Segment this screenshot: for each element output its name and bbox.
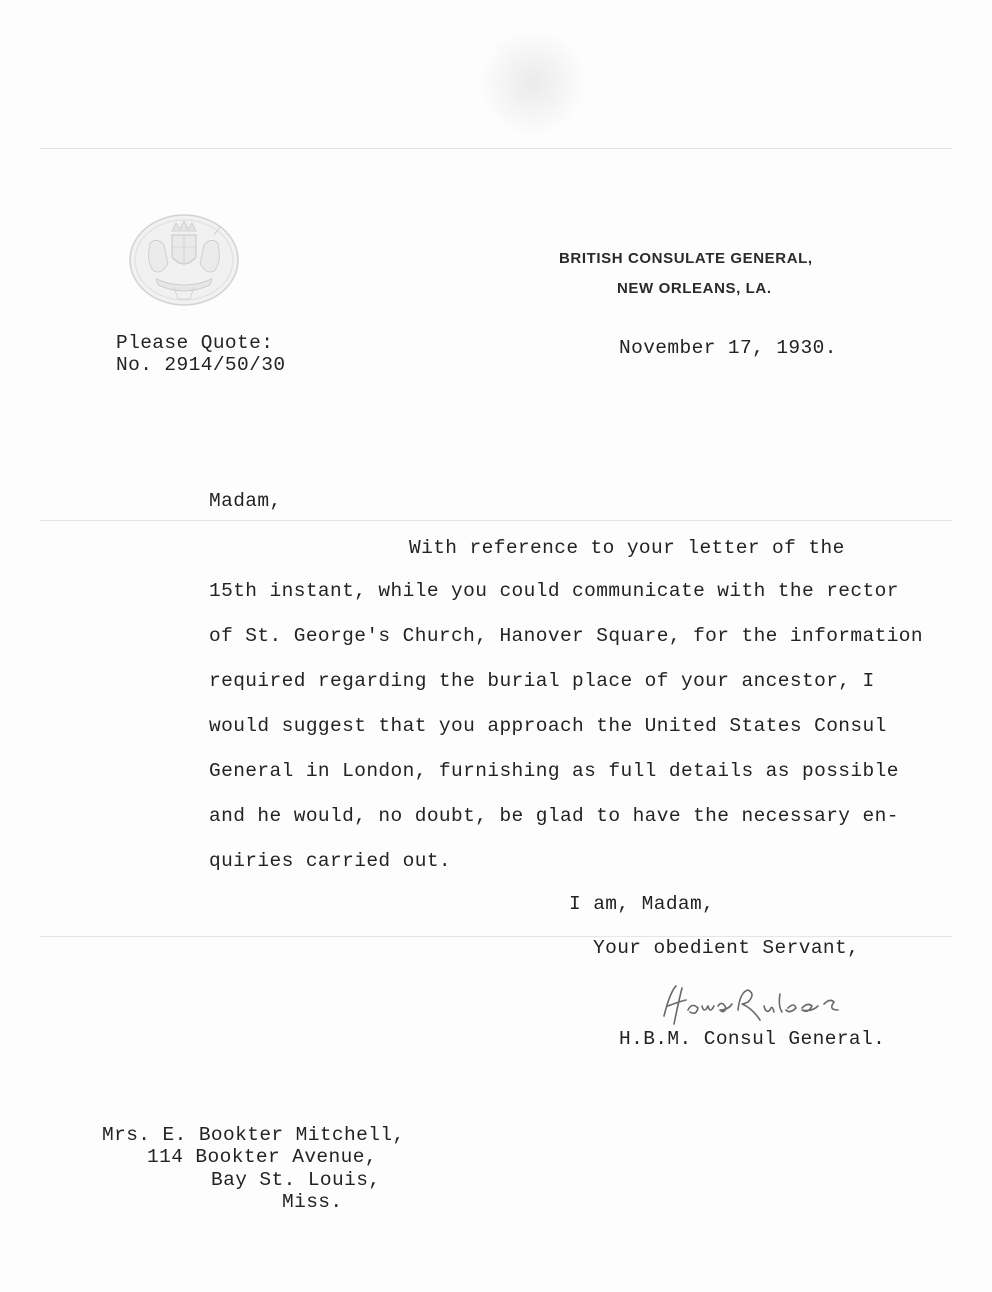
reference-line-1: Please Quote:	[116, 332, 274, 354]
addressee-line-4: Miss.	[282, 1191, 343, 1213]
body-line: of St. George's Church, Hanover Square, for the information	[209, 625, 924, 647]
body-line: would suggest that you approach the United States Consul	[209, 715, 887, 737]
closing-line-2: Your obedient Servant,	[593, 937, 860, 959]
reference-line-2: No. 2914/50/30	[116, 354, 286, 376]
royal-seal-icon	[128, 213, 240, 307]
closing-line-1: I am, Madam,	[569, 893, 715, 915]
letterhead-line-2: NEW ORLEANS, LA.	[617, 280, 772, 297]
bleed-through-mark	[478, 28, 588, 138]
addressee-line-2: 114 Bookter Avenue,	[147, 1146, 377, 1168]
paper-crease	[40, 520, 952, 521]
letterhead-line-1: BRITISH CONSULATE GENERAL,	[559, 250, 813, 267]
body-line: With reference to your letter of the	[409, 537, 845, 559]
signatory-title: H.B.M. Consul General.	[619, 1028, 886, 1050]
body-line: and he would, no doubt, be glad to have the necessary en-	[209, 805, 899, 827]
body-line: required regarding the burial place of your ancestor, I	[209, 670, 875, 692]
addressee-line-1: Mrs. E. Bookter Mitchell,	[102, 1124, 405, 1146]
letter-date: November 17, 1930.	[619, 337, 837, 359]
body-line: 15th instant, while you could communicate with the rector	[209, 580, 899, 602]
body-line: quiries carried out.	[209, 850, 452, 872]
paper-crease	[40, 148, 952, 149]
addressee-line-3: Bay St. Louis,	[211, 1169, 381, 1191]
body-line: General in London, furnishing as full details as possible	[209, 760, 899, 782]
salutation: Madam,	[209, 490, 282, 512]
handwritten-signature	[652, 980, 852, 1032]
